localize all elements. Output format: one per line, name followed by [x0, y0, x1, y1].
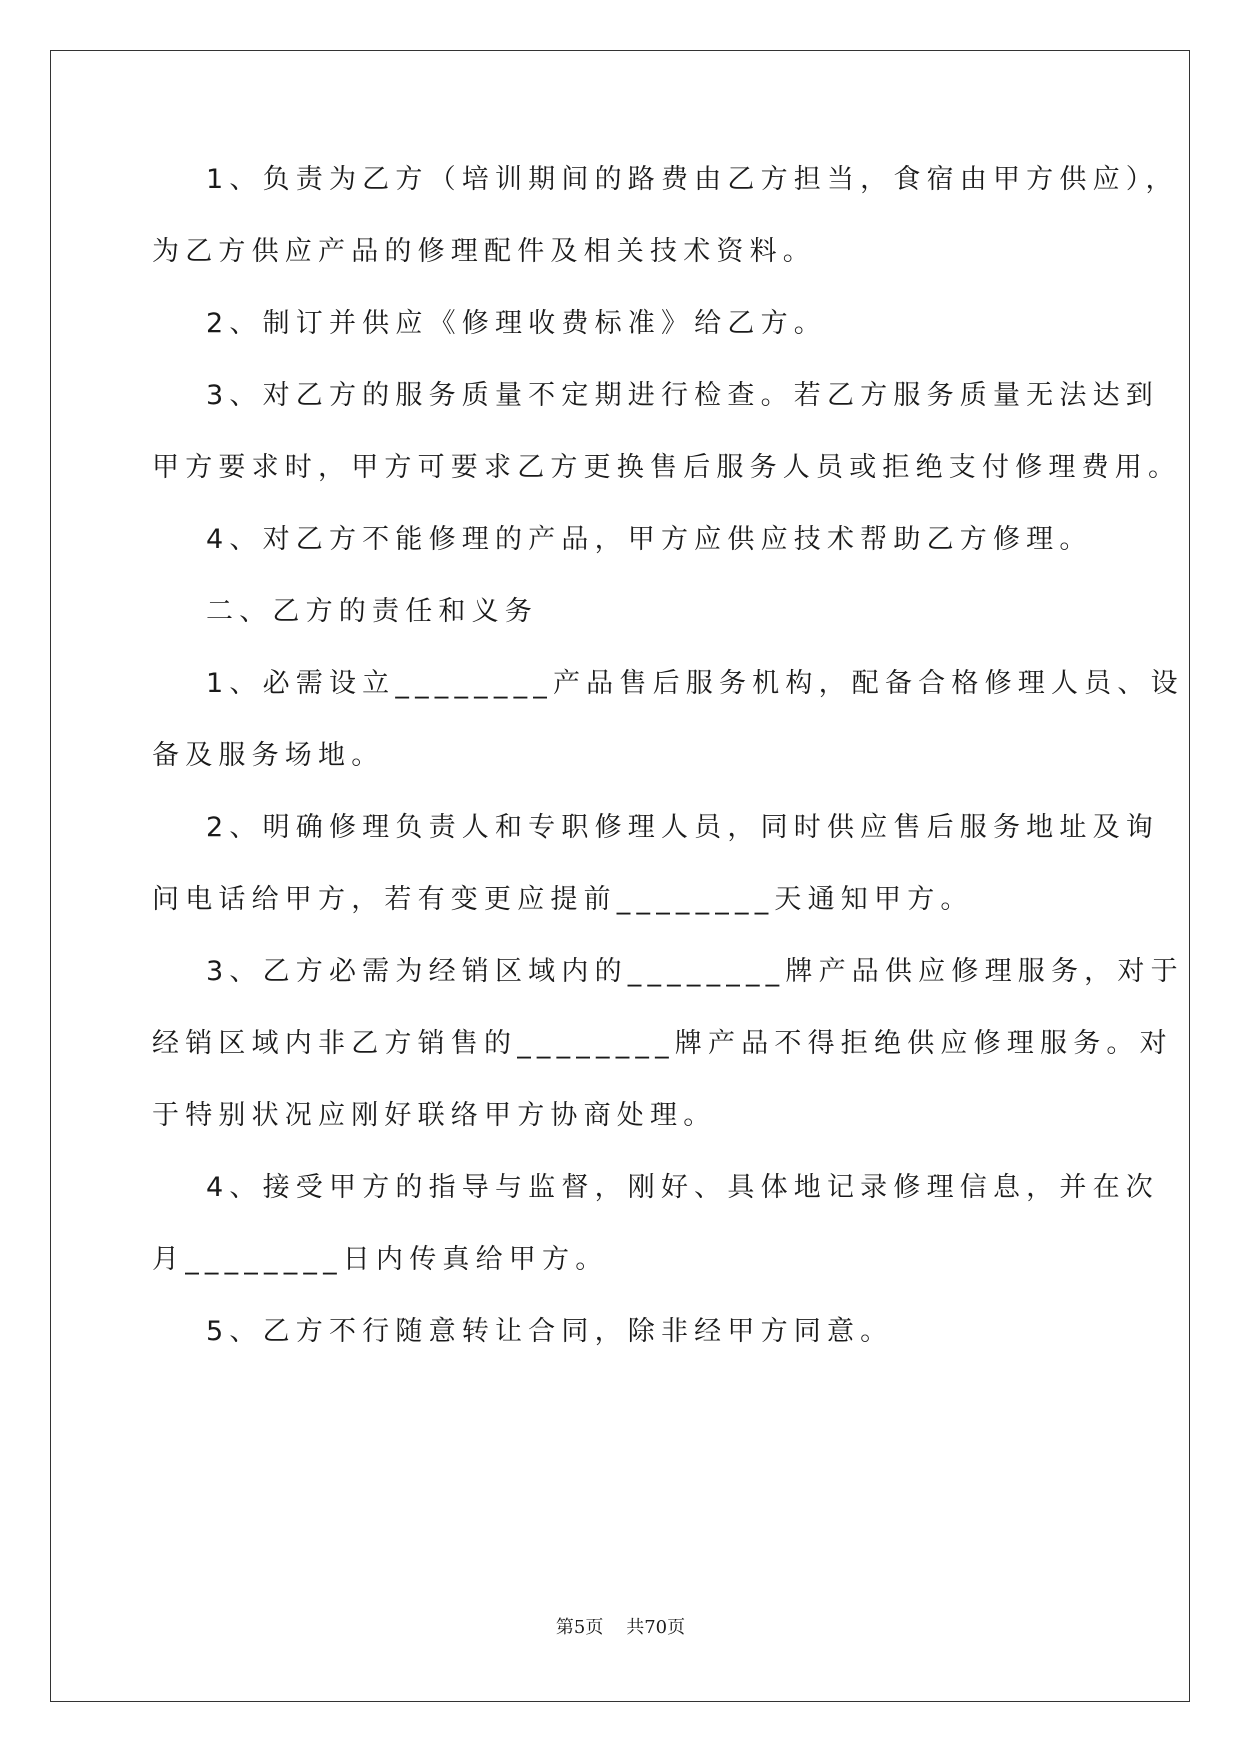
page-border: [50, 50, 1190, 1702]
paragraph-line: 3、对乙方的服务质量不定期进行检查。若乙方服务质量无法达到: [206, 380, 1159, 411]
paragraph-line: 3、乙方必需为经销区域内的________牌产品供应修理服务，对于: [206, 956, 1184, 987]
paragraph-line: 5、乙方不行随意转让合同，除非经甲方同意。: [206, 1316, 894, 1347]
paragraph-line: 问电话给甲方，若有变更应提前________天通知甲方。: [152, 884, 974, 915]
paragraph-line: 1、必需设立________产品售后服务机构，配备合格修理人员、设: [206, 668, 1184, 699]
paragraph-line: 为乙方供应产品的修理配件及相关技术资料。: [152, 236, 816, 267]
page-footer: [0, 1616, 1241, 1640]
paragraph-line: 2、制订并供应《修理收费标准》给乙方。: [206, 308, 827, 339]
section-heading: 二、乙方的责任和义务: [206, 596, 538, 627]
paragraph-line: 4、接受甲方的指导与监督，刚好、具体地记录修理信息，并在次: [206, 1172, 1159, 1203]
paragraph-line: 经销区域内非乙方销售的________牌产品不得拒绝供应修理服务。对: [152, 1028, 1173, 1059]
paragraph-line: 4、对乙方不能修理的产品，甲方应供应技术帮助乙方修理。: [206, 524, 1093, 555]
paragraph-line: 月________日内传真给甲方。: [152, 1244, 609, 1275]
paragraph-line: 备及服务场地。: [152, 740, 385, 771]
paragraph-line: 1、负责为乙方（培训期间的路费由乙方担当，食宿由甲方供应），: [206, 164, 1179, 195]
total-pages: 共70页: [626, 1617, 686, 1638]
paragraph-line: 甲方要求时，甲方可要求乙方更换售后服务人员或拒绝支付修理费用。: [152, 452, 1182, 483]
paragraph-line: 于特别状况应刚好联络甲方协商处理。: [152, 1100, 717, 1131]
page-number: 第5页: [555, 1617, 604, 1638]
paragraph-line: 2、明确修理负责人和专职修理人员，同时供应售后服务地址及询: [206, 812, 1159, 843]
